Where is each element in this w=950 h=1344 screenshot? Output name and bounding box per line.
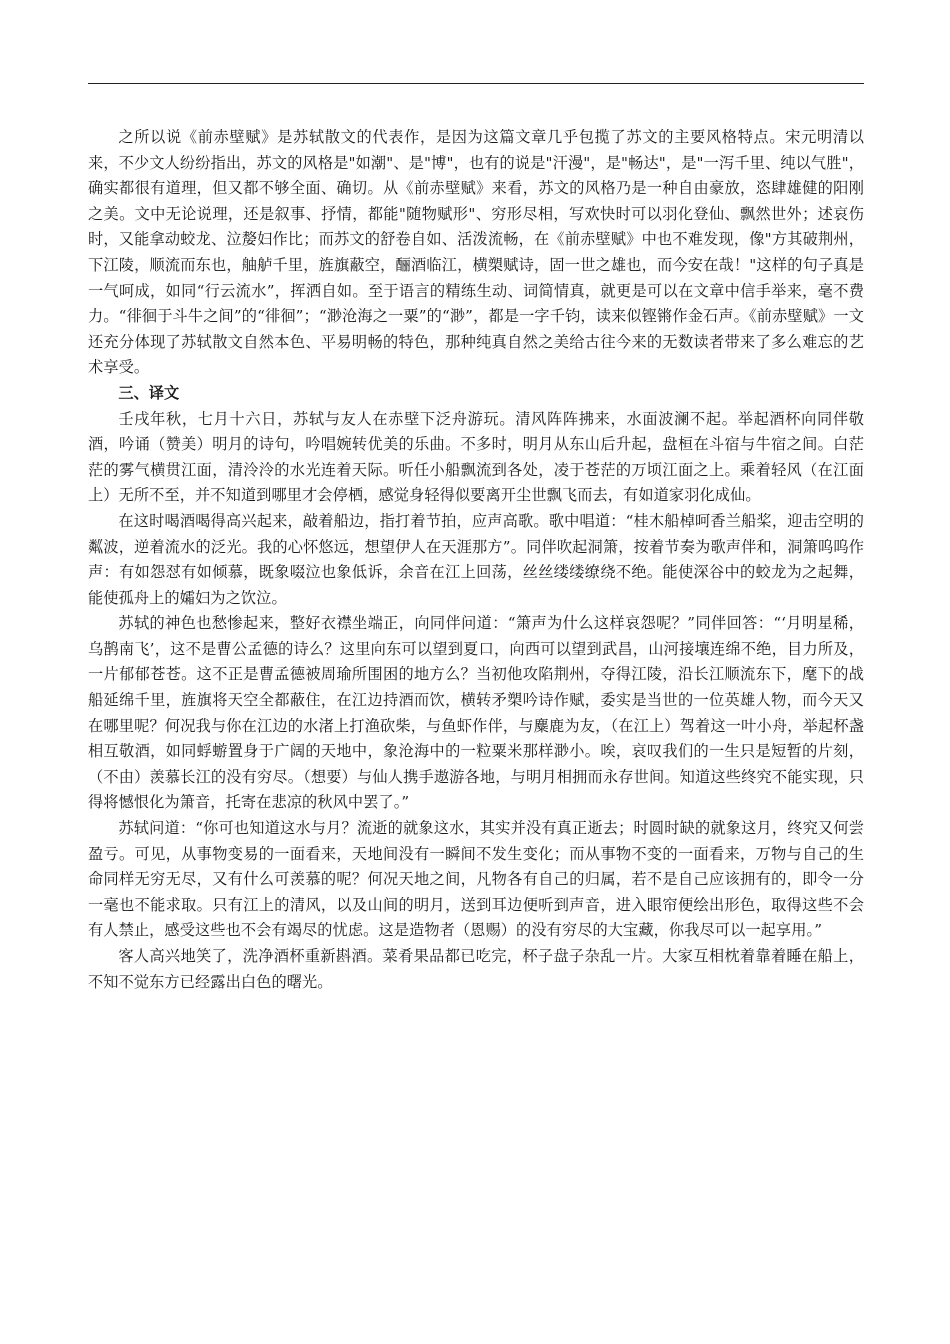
- translation-paragraph-4: 苏轼问道：“你可也知道这水与月？流逝的就象这水，其实并没有真正逝去；时圆时缺的就象这月，终究又何尝盈亏。可见，从事物变易的一面看来，天地间没有一瞬间不发生变化；而从事物不变的一面看来，万物与自己的生命同样无穷无尽，又有什么可羡慕的呢？何况天地之间，凡物各有自己的归属，若不是自己应该拥有的，即令一分一毫也不能求取。只有江上的清风，以及山间的明月，送到耳边便听到声音，进入眼帘便绘出形色，取得这些不会有人禁止，感受这些也不会有竭尽的忧虑。这是造物者（恩赐）的没有穷尽的大宝藏，你我尽可以一起享用。”: [88, 819, 864, 940]
- translation-paragraph-3: 苏轼的神色也愁惨起来，整好衣襟坐端正，向同伴问道：“箫声为什么这样哀怨呢？”同伴回答：“‘月明星稀，乌鹊南飞’，这不是曹公孟德的诗么？这里向东可以望到夏口，向西可以望到武昌，山河接壤连绵不绝，目力所及，一片郁郁苍苍。这不正是曹孟德被周瑜所围困的地方么？当初他攻陷荆州，夺得江陵，沿长江顺流东下，麾下的战船延绵千里，旌旗将天空全都蔽住，在江边持酒而饮，横转矛槊吟诗作赋，委实是当世的一位英雄人物，而今天又在哪里呢？何况我与你在江边的水渚上打渔砍柴，与鱼虾作伴，与麋鹿为友，（在江上）驾着这一叶小舟，举起杯盏相互敬酒，如同蜉蝣置身于广阔的天地中，象沧海中的一粒粟米那样渺小。唉，哀叹我们的一生只是短暂的片刻，（不由）羡慕长江的没有穷尽。（想要）与仙人携手遨游各地，与明月相拥而永存世间。知道这些终究不能实现，只得将憾恨化为箫音，托寄在悲凉的秋风中罢了。”: [88, 614, 864, 812]
- document-body: [88, 125, 864, 995]
- section-heading: 三、译文: [118, 383, 180, 402]
- translation-paragraph-5: 客人高兴地笑了，洗净酒杯重新斟酒。菜肴果品都已吃完，杯子盘子杂乱一片。大家互相枕着靠着睡在船上，不知不觉东方已经露出白色的曙光。: [88, 947, 864, 991]
- intro-paragraph: 之所以说《前赤壁赋》是苏轼散文的代表作，是因为这篇文章几乎包揽了苏文的主要风格特点。宋元明清以来，不少文人纷纷指出，苏文的风格是"如潮"、是"博"，也有的说是"汗漫"，是"畅达"，是"一泻千里、纯以气胜"，确实都很有道理，但又都不够全面、确切。从《前赤壁赋》来看，苏文的风格乃是一种自由豪放，恣肆雄健的阳刚之美。文中无论说理，还是叙事、抒情，都能"随物赋形"、穷形尽相，写欢快时可以羽化登仙、飘然世外；述哀伤时，又能拿动蛟龙、泣嫠妇作比；而苏文的舒卷自如、活泼流畅，在《前赤壁赋》中也不难发现，像"方其破荆州，下江陵，顺流而东也，舳舻千里，旌旗蔽空，酾酒临江，横槊赋诗，固一世之雄也，而今安在哉！"这样的句子真是一气呵成，如同“行云流水”，挥洒自如。至于语言的精练生动、词简情真，就更是可以在文章中信手举来，毫不费力。“徘徊于斗牛之间”的“徘徊”；“渺沧海之一粟”的“渺”，都是一字千钧，读来似铿锵作金石声。《前赤壁赋》一文还充分体现了苏轼散文自然本色、平易明畅的特色，那种纯真自然之美给古往今来的无数读者带来了多么难忘的艺术享受。: [88, 128, 864, 377]
- translation-paragraph-1: 壬戌年秋，七月十六日，苏轼与友人在赤壁下泛舟游玩。清风阵阵拂来，水面波澜不起。举起酒杯向同伴敬酒，吟诵（赞美）明月的诗句，吟唱婉转优美的乐曲。不多时，明月从东山后升起，盘桓在斗宿与牛宿之间。白茫茫的雾气横贯江面，清泠泠的水光连着天际。听任小船飘流到各处，凌于苍茫的万顷江面之上。乘着轻风（在江面上）无所不至，并不知道到哪里才会停栖，感觉身轻得似要离开尘世飘飞而去，有如道家羽化成仙。: [88, 409, 864, 505]
- translation-paragraph-2: 在这时喝酒喝得高兴起来，敲着船边，指打着节拍，应声高歌。歌中唱道：“桂木船棹呵香兰船桨，迎击空明的粼波，逆着流水的泛光。我的心怀悠远，想望伊人在天涯那方”。同伴吹起洞箫，按着节奏为歌声伴和，洞箫呜呜作声：有如怨怼有如倾慕，既象啜泣也象低诉，余音在江上回荡，丝丝缕缕缭绕不绝。能使深谷中的蛟龙为之起舞，能使孤舟上的孀妇为之饮泣。: [88, 511, 864, 607]
- header-rule: [88, 83, 864, 84]
